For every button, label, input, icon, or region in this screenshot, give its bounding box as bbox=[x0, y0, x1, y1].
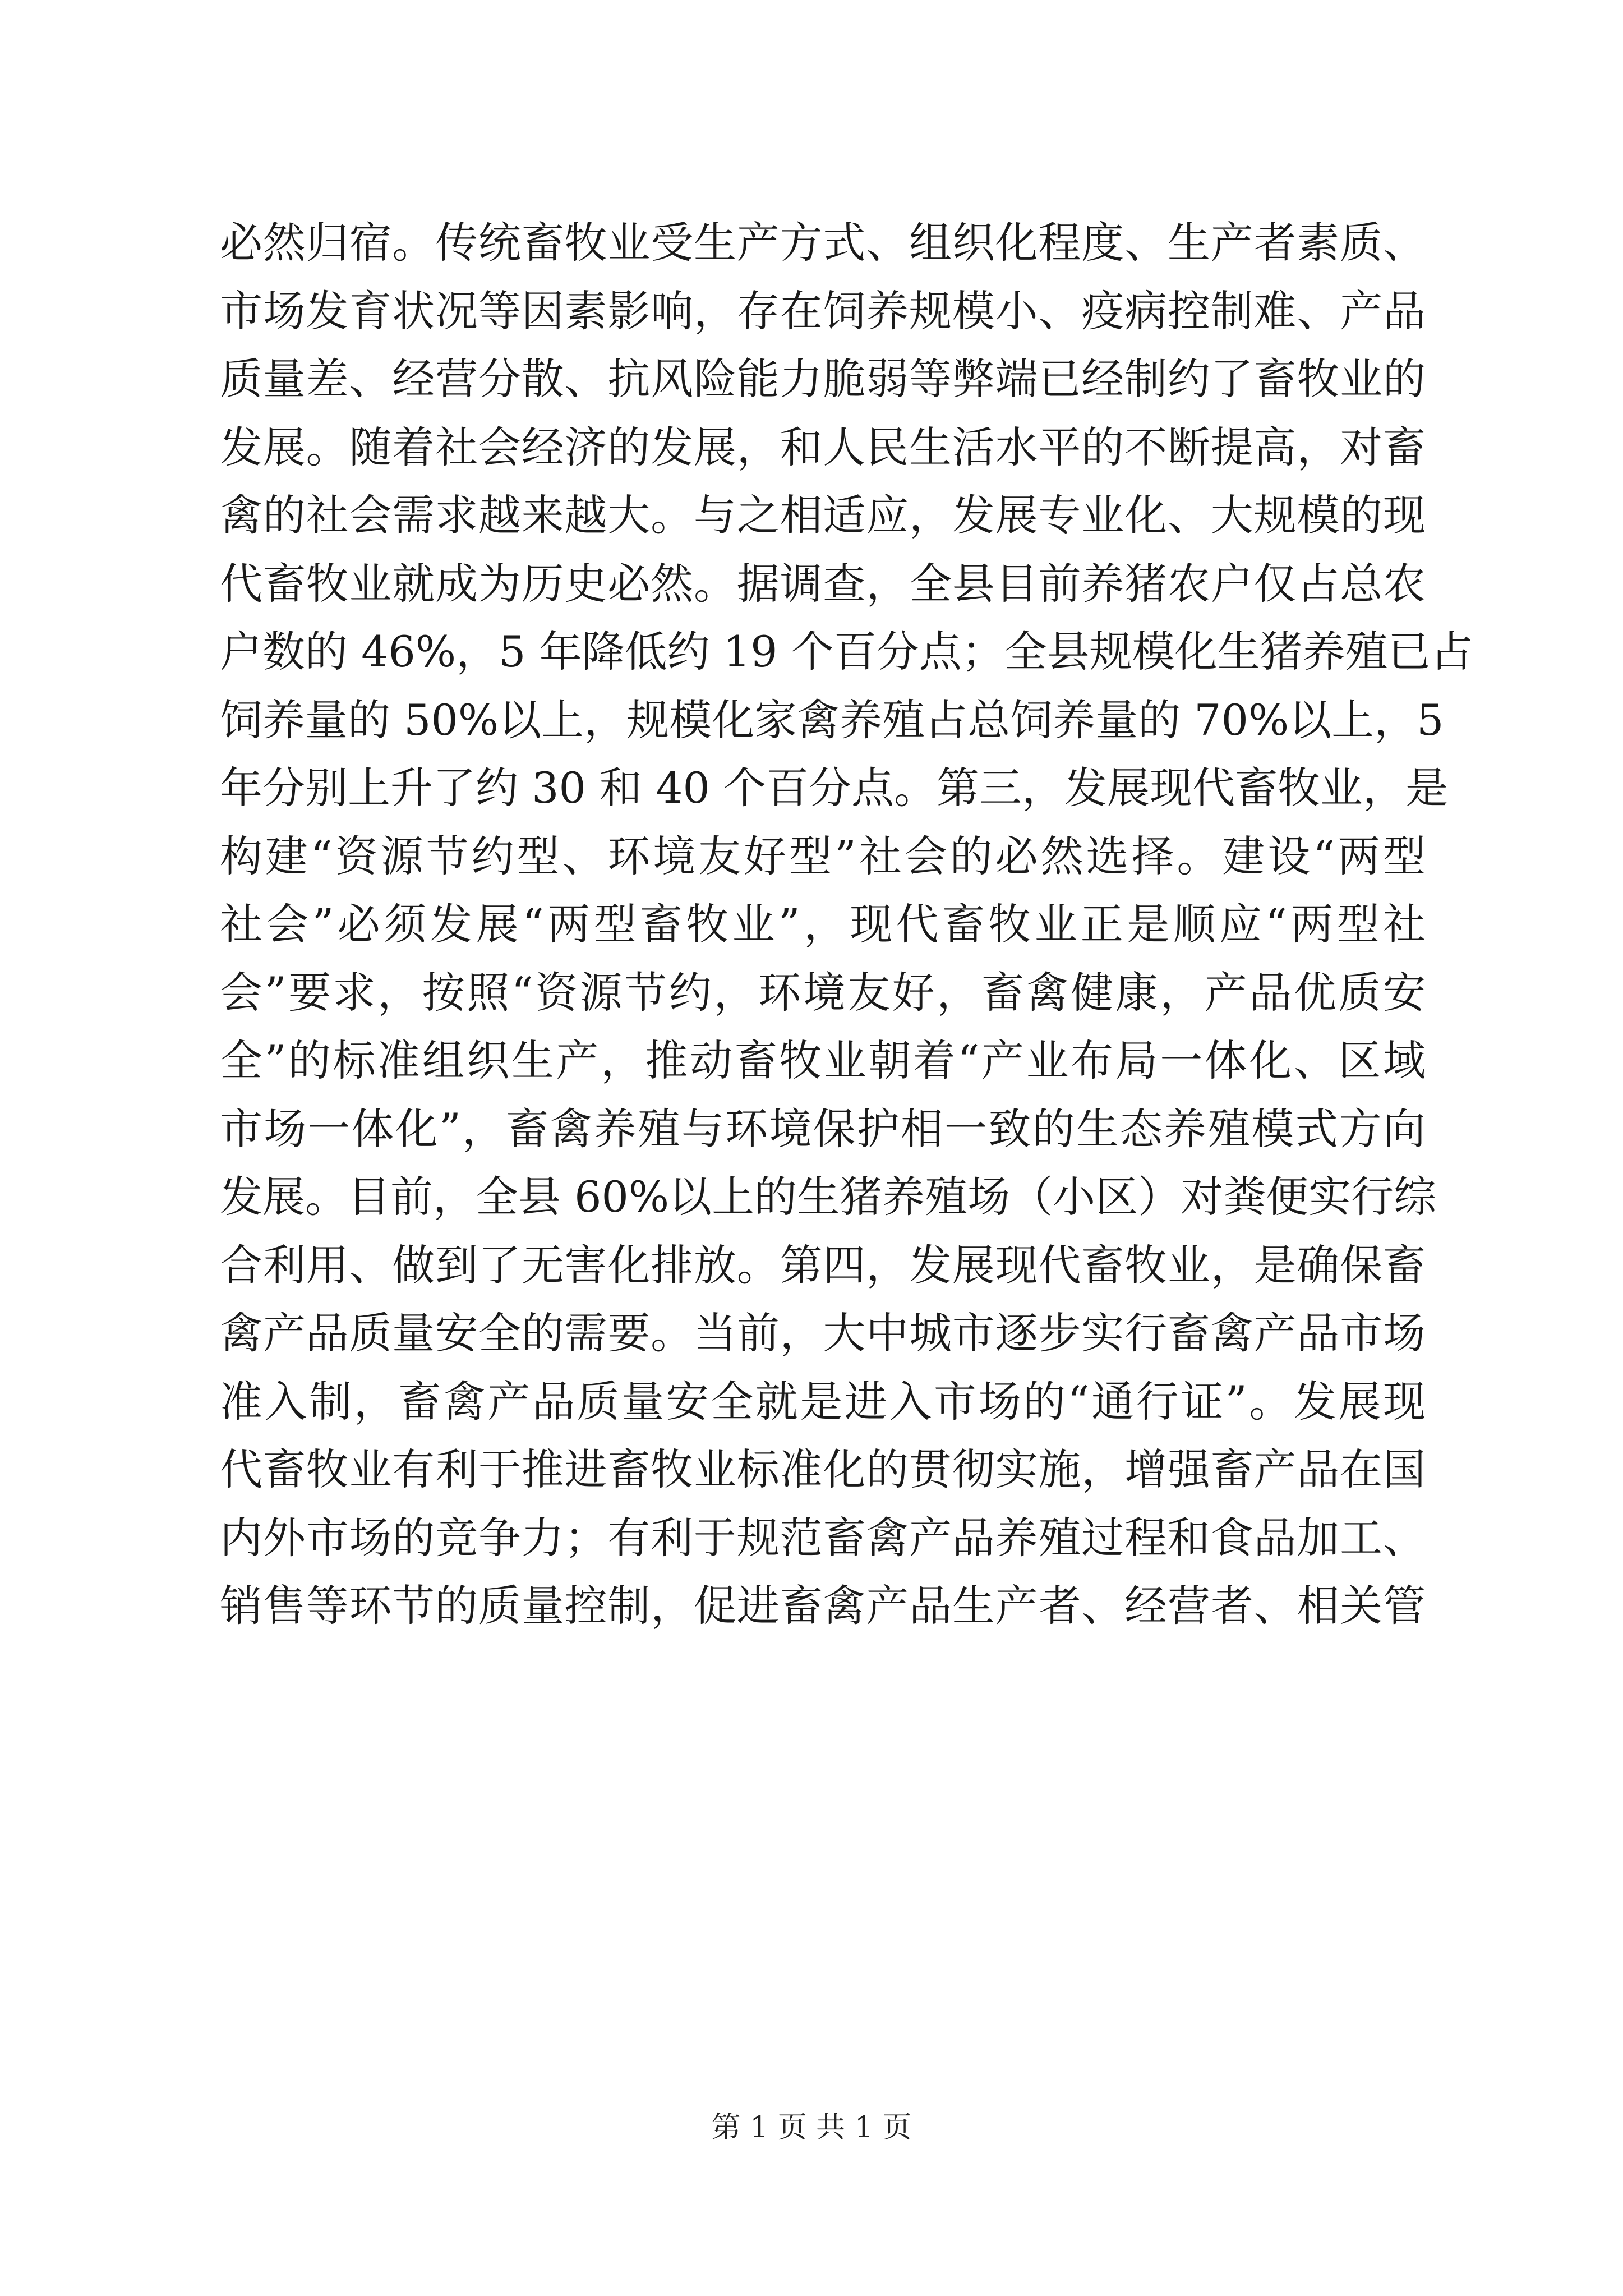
text-line: 质量差、经营分散、抗风险能力脆弱等弊端已经制约了畜牧业的 bbox=[220, 354, 1426, 404]
text-line: 禽的社会需求越来越大。与之相适应，发展专业化、大规模的现 bbox=[220, 490, 1426, 540]
text-line: 禽产品质量安全的需要。当前，大中城市逐步实行畜禽产品市场 bbox=[220, 1308, 1426, 1358]
text-line: 发展。随着社会经济的发展，和人民生活水平的不断提高，对畜 bbox=[220, 422, 1426, 472]
text-line: 内外市场的竞争力；有利于规范畜禽产品养殖过程和食品加工、 bbox=[220, 1512, 1426, 1563]
page-number-label: 第 1 页 共 1 页 bbox=[711, 2111, 912, 2145]
text-line: 饲养量的 50%以上，规模化家禽养殖占总饲养量的 70%以上，5 bbox=[220, 694, 1444, 745]
text-line: 市场发育状况等因素影响，存在饲养规模小、疫病控制难、产品 bbox=[220, 286, 1426, 336]
text-line: 准入制，畜禽产品质量安全就是进入市场的“通行证”。发展现 bbox=[220, 1376, 1426, 1427]
body-text bbox=[220, 209, 1473, 1640]
text-line: 必然归宿。传统畜牧业受生产方式、组织化程度、生产者素质、 bbox=[220, 218, 1426, 268]
page-footer bbox=[0, 2104, 1623, 2146]
text-line: 年分别上升了约 30 和 40 个百分点。第三，发展现代畜牧业，是 bbox=[220, 763, 1449, 813]
text-line: 构建“资源节约型、环境友好型”社会的必然选择。建设“两型 bbox=[220, 831, 1426, 881]
text-line: 销售等环节的质量控制，促进畜禽产品生产者、经营者、相关管 bbox=[220, 1581, 1426, 1631]
text-line: 合利用、做到了无害化排放。第四，发展现代畜牧业，是确保畜 bbox=[220, 1240, 1426, 1290]
text-line: 代畜牧业就成为历史必然。据调查，全县目前养猪农户仅占总农 bbox=[220, 558, 1426, 609]
text-line: 会”要求，按照“资源节约，环境友好，畜禽健康，产品优质安 bbox=[220, 967, 1426, 1018]
text-line: 发展。目前，全县 60%以上的生猪养殖场（小区）对粪便实行综 bbox=[220, 1172, 1437, 1222]
text-line: 代畜牧业有利于推进畜牧业标准化的贯彻实施，增强畜产品在国 bbox=[220, 1444, 1426, 1494]
text-line: 市场一体化”，畜禽养殖与环境保护相一致的生态养殖模式方向 bbox=[220, 1103, 1426, 1154]
text-line: 社会”必须发展“两型畜牧业”，现代畜牧业正是顺应“两型社 bbox=[220, 899, 1426, 949]
text-line: 户数的 46%，5 年降低约 19 个百分点；全县规模化生猪养殖已占 bbox=[220, 627, 1473, 677]
text-line: 全”的标准组织生产，推动畜牧业朝着“产业布局一体化、区域 bbox=[220, 1036, 1426, 1085]
